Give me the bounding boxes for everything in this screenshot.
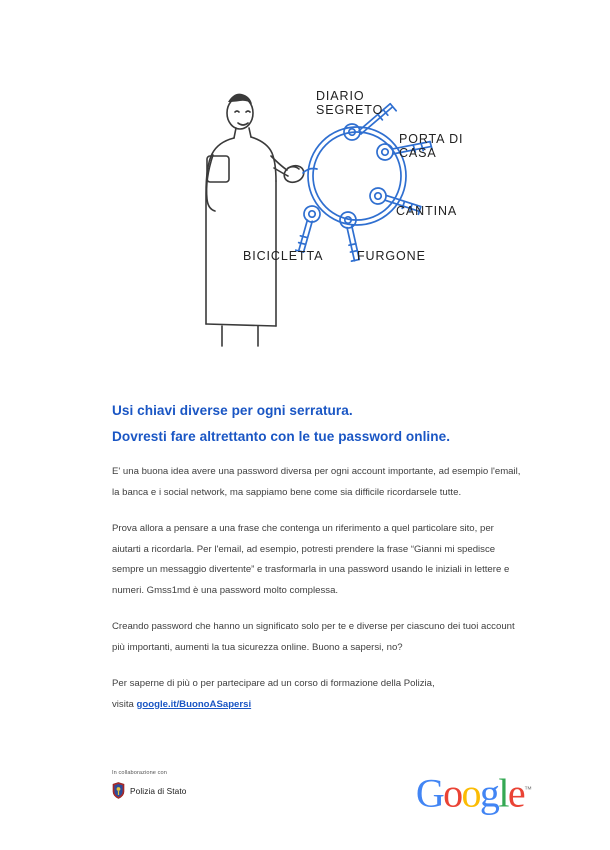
paragraph-3: Creando password che hanno un significato solo per te e diverse per ciascuno dei tuoi account più importanti, aumenti la tua sicurezza online. Buono a sapersi, no? (112, 621, 515, 653)
buono-a-sapersi-link[interactable]: google.it/BuonoASapersi (136, 698, 252, 710)
headline-line-1: Usi chiavi diverse per ogni serratura. (112, 403, 353, 418)
visita-text: visita (112, 698, 137, 710)
google-letter-e: e (507, 770, 524, 816)
google-letter-g1: G (415, 770, 444, 816)
paragraph-1: E' una buona idea avere una password diversa per ogni account importante, ad esempio l'email, la banca e i social network, ma sappiamo bene come sia difficile ricordarsele tutte. (112, 466, 521, 498)
label-furgone: FURGONE (357, 249, 426, 263)
headline-block (112, 398, 532, 450)
google-letter-o2: o (461, 770, 480, 816)
body-copy (112, 462, 524, 715)
label-diario-segreto-line1: DIARIO (316, 89, 365, 103)
footer (0, 764, 610, 834)
google-logo (415, 770, 532, 816)
label-porta-di-casa-line2: CASA (399, 146, 437, 160)
label-diario-segreto-line2: SEGRETO (316, 103, 384, 117)
illustration-keys-and-man (0, 28, 610, 358)
google-letter-o1: o (443, 770, 462, 816)
google-trademark: ™ (524, 785, 532, 794)
headline-line-2: Dovresti fare altrettanto con le tue password online. (112, 429, 451, 444)
collaboration-note: In collaborazione con (112, 770, 167, 776)
label-porta-di-casa-line1: PORTA DI (399, 132, 464, 146)
paragraph-4 (112, 674, 524, 715)
paragraph-4-text: Per saperne di più o per partecipare ad un corso di formazione della Polizia, (112, 678, 435, 689)
google-letter-l: l (498, 770, 508, 816)
paragraph-2: Prova allora a pensare a una frase che contenga un riferimento a quel particolare sito, per aiutarti a ricordarla. Per l'email, ad esempio, potresti prendere la frase “Gianni mi spedisce sempre un messaggio divertente” e trasformarla in una password usando le iniziali in lettere e numeri. Gmss1md è una password molto complessa. (112, 523, 510, 596)
label-bicicletta: BICICLETTA (243, 249, 324, 263)
polizia-di-stato-logo (112, 782, 186, 799)
police-label: Polizia di Stato (130, 785, 187, 796)
label-cantina: CANTINA (396, 204, 458, 218)
google-letter-g2: g (479, 770, 499, 816)
police-crest-icon (112, 782, 125, 799)
